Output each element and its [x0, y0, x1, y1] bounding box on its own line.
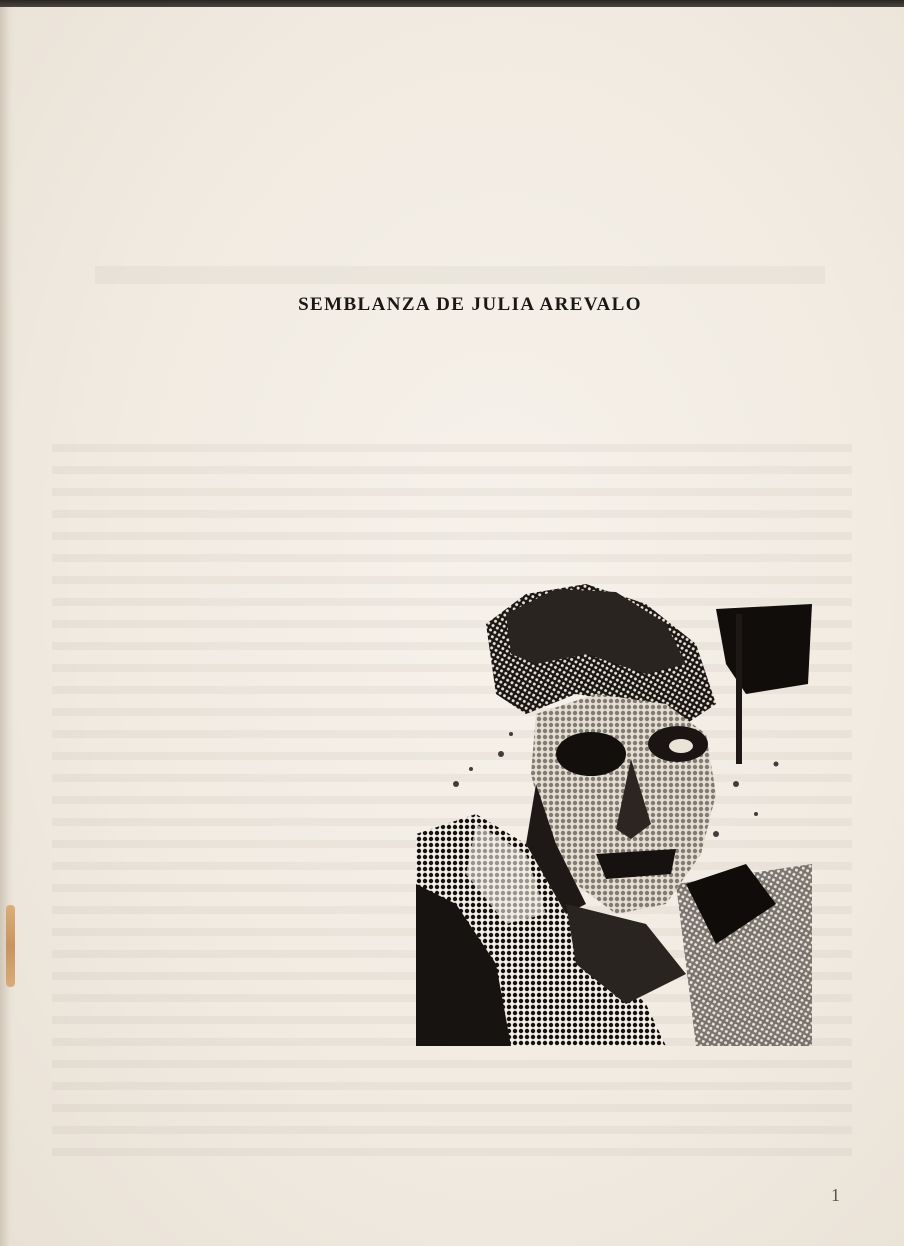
show-through-heading: [95, 266, 825, 284]
page-number: 1: [831, 1185, 840, 1205]
portrait-image: [416, 584, 812, 1046]
page-title: SEMBLANZA DE JULIA AREVALO: [298, 293, 642, 315]
paper-stain: [6, 905, 15, 987]
portrait-photo: [416, 584, 812, 1046]
page-top-edge: [0, 0, 904, 7]
page-binding-shadow: [0, 7, 14, 1246]
